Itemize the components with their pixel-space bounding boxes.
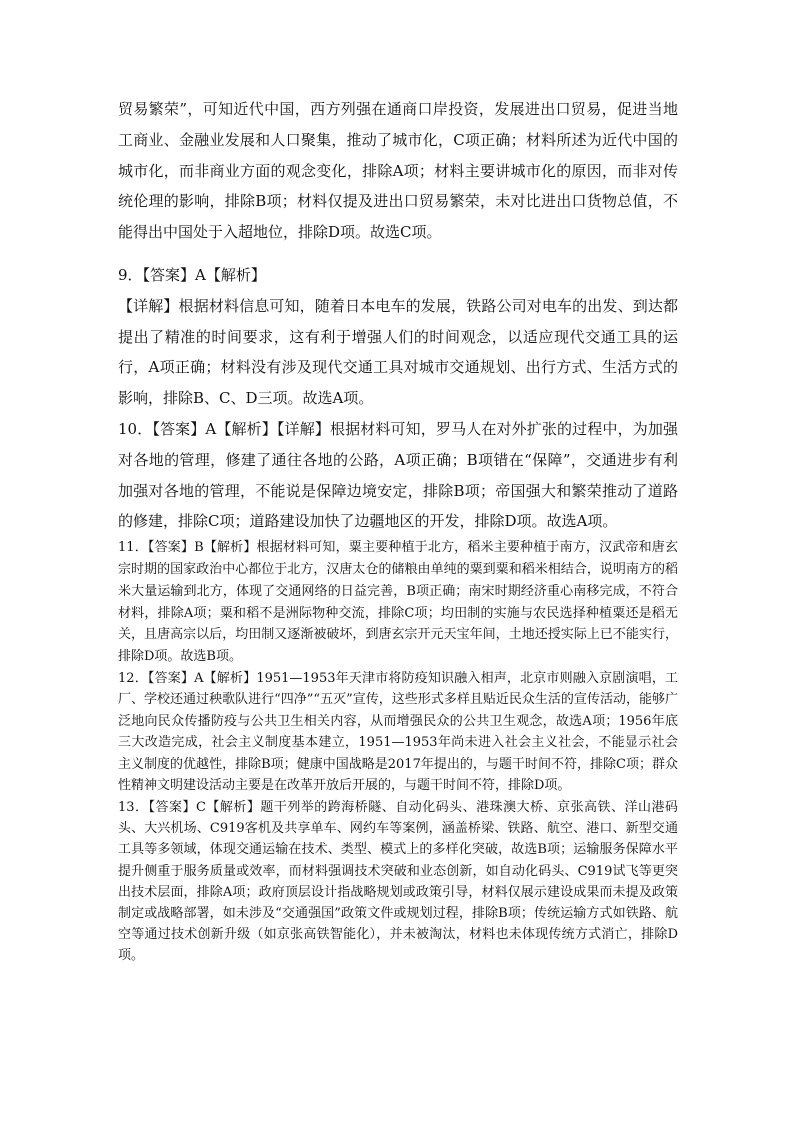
- paragraph-answer-9-detail: 【详解】根据材料信息可知，随着日本电车的发展，铁路公司对电车的出发、到达都提出了精准的时间要求，这有利于增强人们的时间观念，以适应现代交通工具的运行，A项正确；材料没有涉及现代交通工具对城市交通规划、出行方式、生活方式的影响，排除B、C、D三项。故选A项。: [118, 296, 678, 408]
- paragraph-answer-9-heading: 9．【答案】A【解析】: [118, 265, 266, 284]
- document-body: [118, 94, 678, 967]
- paragraph-answer-10: 10．【答案】A【解析】【详解】根据材料可知，罗马人在对外扩张的过程中，为加强对各地的管理，修建了通往各地的公路，A项正确；B项错在“保障”，交通进步有利加强对各地的管理，不能说是保障边境安定，排除B项；帝国强大和繁荣推动了道路的修建，排除C项；道路建设加快了边疆地区的开发，排除D项。故选A项。: [118, 419, 678, 531]
- paragraph-answer-11: 11．【答案】B【解析】根据材料可知，粟主要种植于北方，稻米主要种植于南方，汉武帝和唐玄宗时期的国家政治中心都位于北方，汉唐太仓的储粮由单纯的粟到粟和稻米相结合，说明南方的稻米大量运输到北方，体现了交通网络的日益完善，B项正确；南宋时期经济重心南移完成，不符合材料，排除A项；粟和稻不是洲际物种交流，排除C项；均田制的实施与农民选择种植粟还是稻无关，且唐高宗以后，均田制又逐渐被破坏，到唐玄宗开元天宝年间，土地还授实际上已不能实行，排除D项。故选B项。: [118, 540, 678, 665]
- paragraph-answer-8-continued: 贸易繁荣”，可知近代中国，西方列强在通商口岸投资，发展进出口贸易，促进当地工商业、金融业发展和人口聚集，推动了城市化，C项正确；材料所述为近代中国的城市化，而非商业方面的观念变化，排除A项；材料主要讲城市化的原因，而非对传统伦理的影响，排除B项；材料仅提及进出口贸易繁荣，未对比进出口货物总值，不能得出中国处于入超地位，排除D项。故选C项。: [118, 100, 678, 242]
- paragraph-answer-12: 12．【答案】A【解析】1951—1953年天津市将防疫知识融入相声，北京市则融入京剧演唱，工厂、学校还通过秧歌队进行“四净”“五灭”宣传，这些形式多样且贴近民众生活的宣传活动，能够广泛地向民众传播防疫与公共卫生相关内容，从而增强民众的公共卫生观念，故选A项；1956年底三大改造完成，社会主义制度基本建立，1951—1953年尚未进入社会主义社会，不能显示社会主义制度的优越性，排除B项；健康中国战略是2017年提出的，与题干时间不符，排除C项；群众性精神文明建设活动主要是在改革开放后开展的，与题干时间不符，排除D项。: [118, 670, 678, 794]
- paragraph-answer-13: 13．【答案】C【解析】题干列举的跨海桥隧、自动化码头、港珠澳大桥、京张高铁、洋山港码头、大兴机场、C919客机及共享单车、网约车等案例，涵盖桥梁、铁路、航空、港口、新型交通工具等多领域，体现交通运输在技术、类型、模式上的多样化突破，故选B项；运输服务保障水平提升侧重于服务质量或效率，而材料强调技术突破和业态创新，如自动化码头、C919试飞等更突出技术层面，排除A项；政府顶层设计指战略规划或政策引导，材料仅展示建设成果而未提及政策制定或战略部署，如未涉及“交通强国”政策文件或规划过程，排除B项；传统运输方式如铁路、航空等通过技术创新升级（如京张高铁智能化），并未被淘汰，材料也未体现传统方式消亡，排除D项。: [118, 799, 678, 964]
